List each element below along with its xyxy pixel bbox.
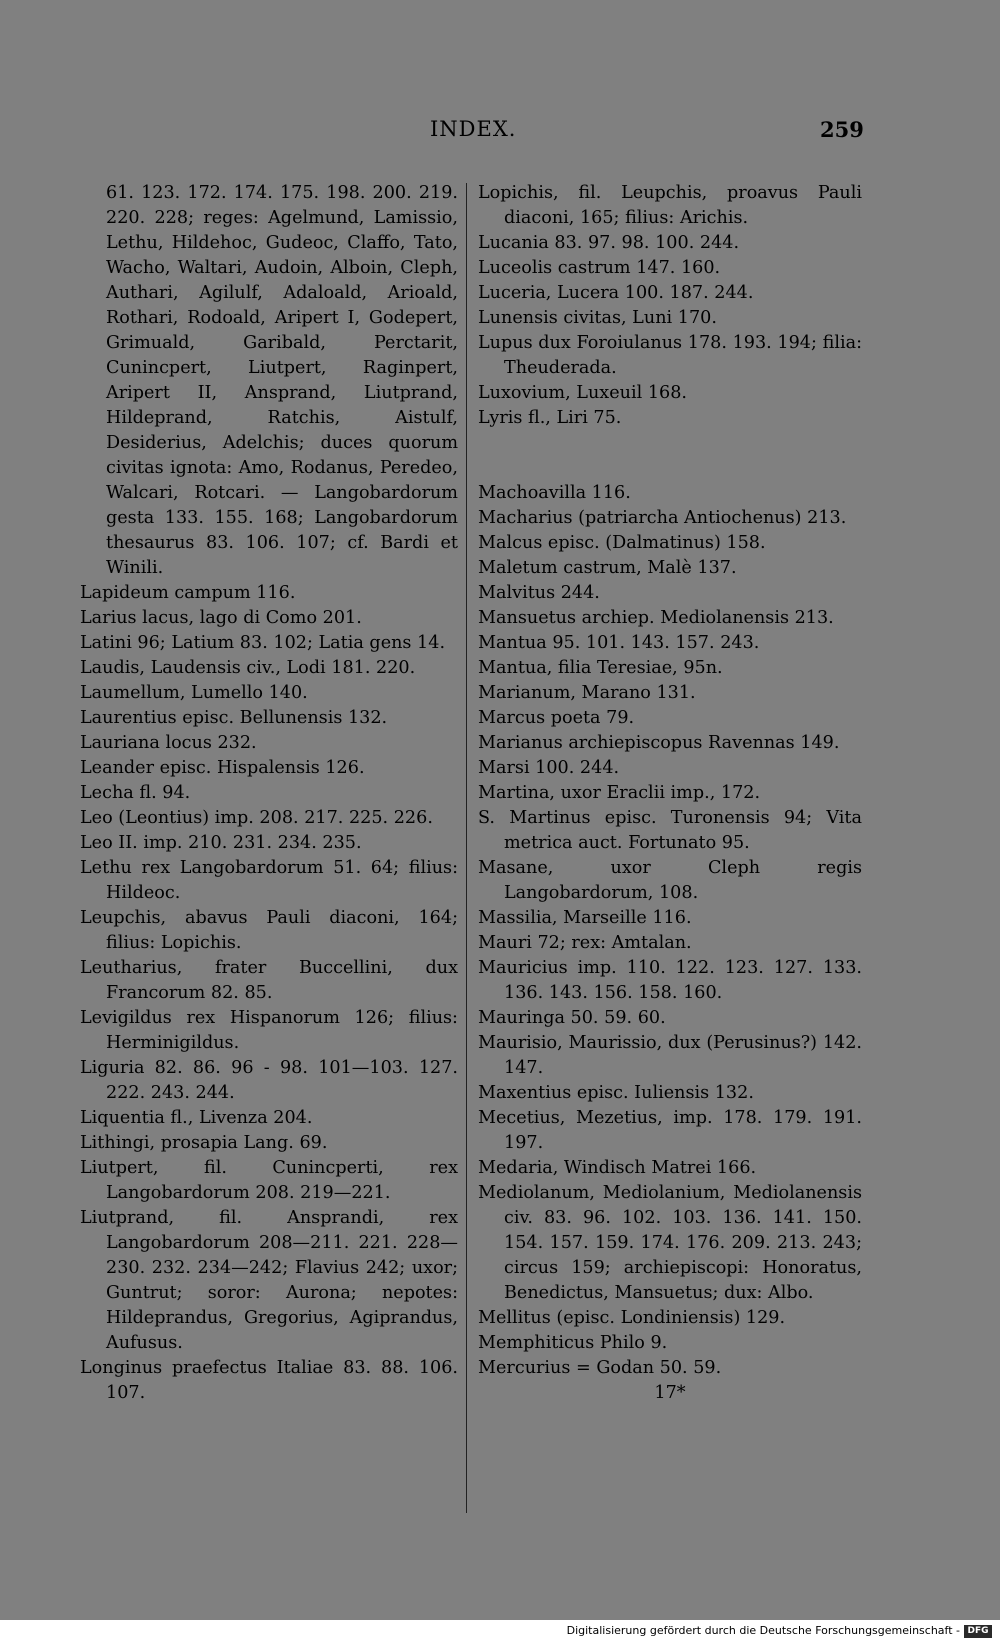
index-entry: Marianum, Marano 131.: [478, 683, 696, 703]
index-entry: Lethu rex Langobardorum 51. 64; filius: Hildeoc.: [80, 858, 458, 903]
page-number: 259: [820, 117, 864, 142]
index-column-right: [478, 181, 862, 1406]
index-entry: Laumellum, Lumello 140.: [80, 683, 308, 703]
index-entry: Mantua 95. 101. 143. 157. 243.: [478, 633, 760, 653]
footer-credit: Digitalisierung gefördert durch die Deutsche Forschungsgemeinschaft -: [566, 1624, 960, 1637]
index-entry: Leo (Leontius) imp. 208. 217. 225. 226.: [80, 808, 433, 828]
index-entry: Malcus episc. (Dalmatinus) 158.: [478, 533, 766, 553]
index-entry: Mercurius = Godan 50. 59.: [478, 1358, 722, 1378]
index-entry: Leo II. imp. 210. 231. 234. 235.: [80, 833, 362, 853]
signature-mark: 17*: [654, 1383, 686, 1403]
index-entry: Levigildus rex Hispanorum 126; filius: Herminigildus.: [80, 1008, 458, 1053]
running-header-title: INDEX.: [430, 117, 517, 141]
index-entry: Mellitus (episc. Londiniensis) 129.: [478, 1308, 786, 1328]
index-entry: Mauri 72; rex: Amtalan.: [478, 933, 692, 953]
index-entry: Lucania 83. 97. 98. 100. 244.: [478, 233, 740, 253]
index-entry: Leupchis, abavus Pauli diaconi, 164; filius: Lopichis.: [80, 908, 458, 953]
index-entry: Laurentius episc. Bellunensis 132.: [80, 708, 388, 728]
section-gap: [478, 431, 862, 481]
index-entry: Marsi 100. 244.: [478, 758, 620, 778]
index-entry: Lauriana locus 232.: [80, 733, 257, 753]
index-entry: Mauricius imp. 110. 122. 123. 127. 133. 136. 143. 156. 158. 160.: [478, 958, 862, 1003]
index-entry: Larius lacus, lago di Como 201.: [80, 608, 362, 628]
index-entry: Latini 96; Latium 83. 102; Latia gens 14.: [80, 633, 446, 653]
index-entry: Lopichis, fil. Leupchis, proavus Pauli diaconi, 165; filius: Arichis.: [478, 183, 862, 228]
index-entry: Machoavilla 116.: [478, 483, 631, 503]
index-entry: Mansuetus archiep. Mediolanensis 213.: [478, 608, 834, 628]
index-entry: Laudis, Laudensis civ., Lodi 181. 220.: [80, 658, 416, 678]
index-entry: Mantua, filia Teresiae, 95n.: [478, 658, 723, 678]
index-entry: Marianus archiepiscopus Ravennas 149.: [478, 733, 840, 753]
index-entry: Lupus dux Foroiulanus 178. 193. 194; filia: Theuderada.: [478, 333, 862, 378]
index-entry: Leander episc. Hispalensis 126.: [80, 758, 365, 778]
index-entry: Martina, uxor Eraclii imp., 172.: [478, 783, 761, 803]
index-entry: Masane, uxor Cleph regis Langobardorum, 108.: [478, 858, 862, 903]
dfg-logo: DFG: [964, 1625, 992, 1638]
index-entry: Liutprand, fil. Ansprandi, rex Langobardorum 208—211. 221. 228—230. 232. 234—242; Flavius 242; uxor; Guntrut; soror: Aurona; nepotes: Hildeprandus, Gregorius, Agiprandus, Aufusus.: [80, 1208, 458, 1353]
index-entry: Liguria 82. 86. 96 - 98. 101—103. 127. 222. 243. 244.: [80, 1058, 458, 1103]
index-entry: Maxentius episc. Iuliensis 132.: [478, 1083, 754, 1103]
index-column-left: [80, 181, 458, 1406]
index-entry: Mauringa 50. 59. 60.: [478, 1008, 666, 1028]
index-entry: Maurisio, Maurissio, dux (Perusinus?) 142. 147.: [478, 1033, 862, 1078]
index-entry: Luxovium, Luxeuil 168.: [478, 383, 687, 403]
index-entry: Malvitus 244.: [478, 583, 600, 603]
index-entry: 61. 123. 172. 174. 175. 198. 200. 219. 220. 228; reges: Agelmund, Lamissio, Lethu, Hildehoc, Gudeoc, Claffo, Tato, Wacho, Waltari, Audoin, Alboin, Cleph, Authari, Agilulf, Adaloald, Arioald, Rothari, Rodoald, Aripert I, Godepert, Grimuald, Garibald, Perctarit, Cunincpert, Liutpert, Raginpert, Aripert II, Ansprand, Liutprand, Hildeprand, Ratchis, Aistulf, Desiderius, Adelchis; duces quorum civitas ignota: Amo, Rodanus, Peredeo, Walcari, Rotcari. — Langobardorum gesta 133. 155. 168; Langobardorum thesaurus 83. 106. 107; cf. Bardi et Winili.: [106, 183, 458, 578]
index-entry: Leutharius, frater Buccellini, dux Francorum 82. 85.: [80, 958, 458, 1003]
index-entry: Liutpert, fil. Cunincperti, rex Langobardorum 208. 219—221.: [80, 1158, 458, 1203]
index-entry: Liquentia fl., Livenza 204.: [80, 1108, 313, 1128]
index-entry: Lecha fl. 94.: [80, 783, 191, 803]
column-divider: [466, 183, 467, 1513]
index-entry: Memphiticus Philo 9.: [478, 1333, 668, 1353]
index-entry: Lyris fl., Liri 75.: [478, 408, 622, 428]
index-entry: Lithingi, prosapia Lang. 69.: [80, 1133, 328, 1153]
index-entry: Massilia, Marseille 116.: [478, 908, 692, 928]
index-entry: Medaria, Windisch Matrei 166.: [478, 1158, 757, 1178]
index-entry: Maletum castrum, Malè 137.: [478, 558, 737, 578]
index-entry: S. Martinus episc. Turonensis 94; Vita metrica auct. Fortunato 95.: [478, 808, 862, 853]
index-entry: Mediolanum, Mediolanium, Mediolanensis civ. 83. 96. 102. 103. 136. 141. 150. 154. 157. 159. 174. 176. 209. 213. 243; circus 159; archiepiscopi: Honoratus, Benedictus, Mansuetus; dux: Albo.: [478, 1183, 862, 1303]
index-entry: Luceolis castrum 147. 160.: [478, 258, 721, 278]
footer-bar: [0, 1620, 1000, 1645]
index-entry: Luceria, Lucera 100. 187. 244.: [478, 283, 754, 303]
index-entry: Mecetius, Mezetius, imp. 178. 179. 191. 197.: [478, 1108, 862, 1153]
index-entry: Lunensis civitas, Luni 170.: [478, 308, 717, 328]
index-entry: Lapideum campum 116.: [80, 583, 296, 603]
index-entry: Marcus poeta 79.: [478, 708, 635, 728]
index-entry: Macharius (patriarcha Antiochenus) 213.: [478, 508, 847, 528]
index-entry: Longinus praefectus Italiae 83. 88. 106. 107.: [80, 1358, 458, 1403]
